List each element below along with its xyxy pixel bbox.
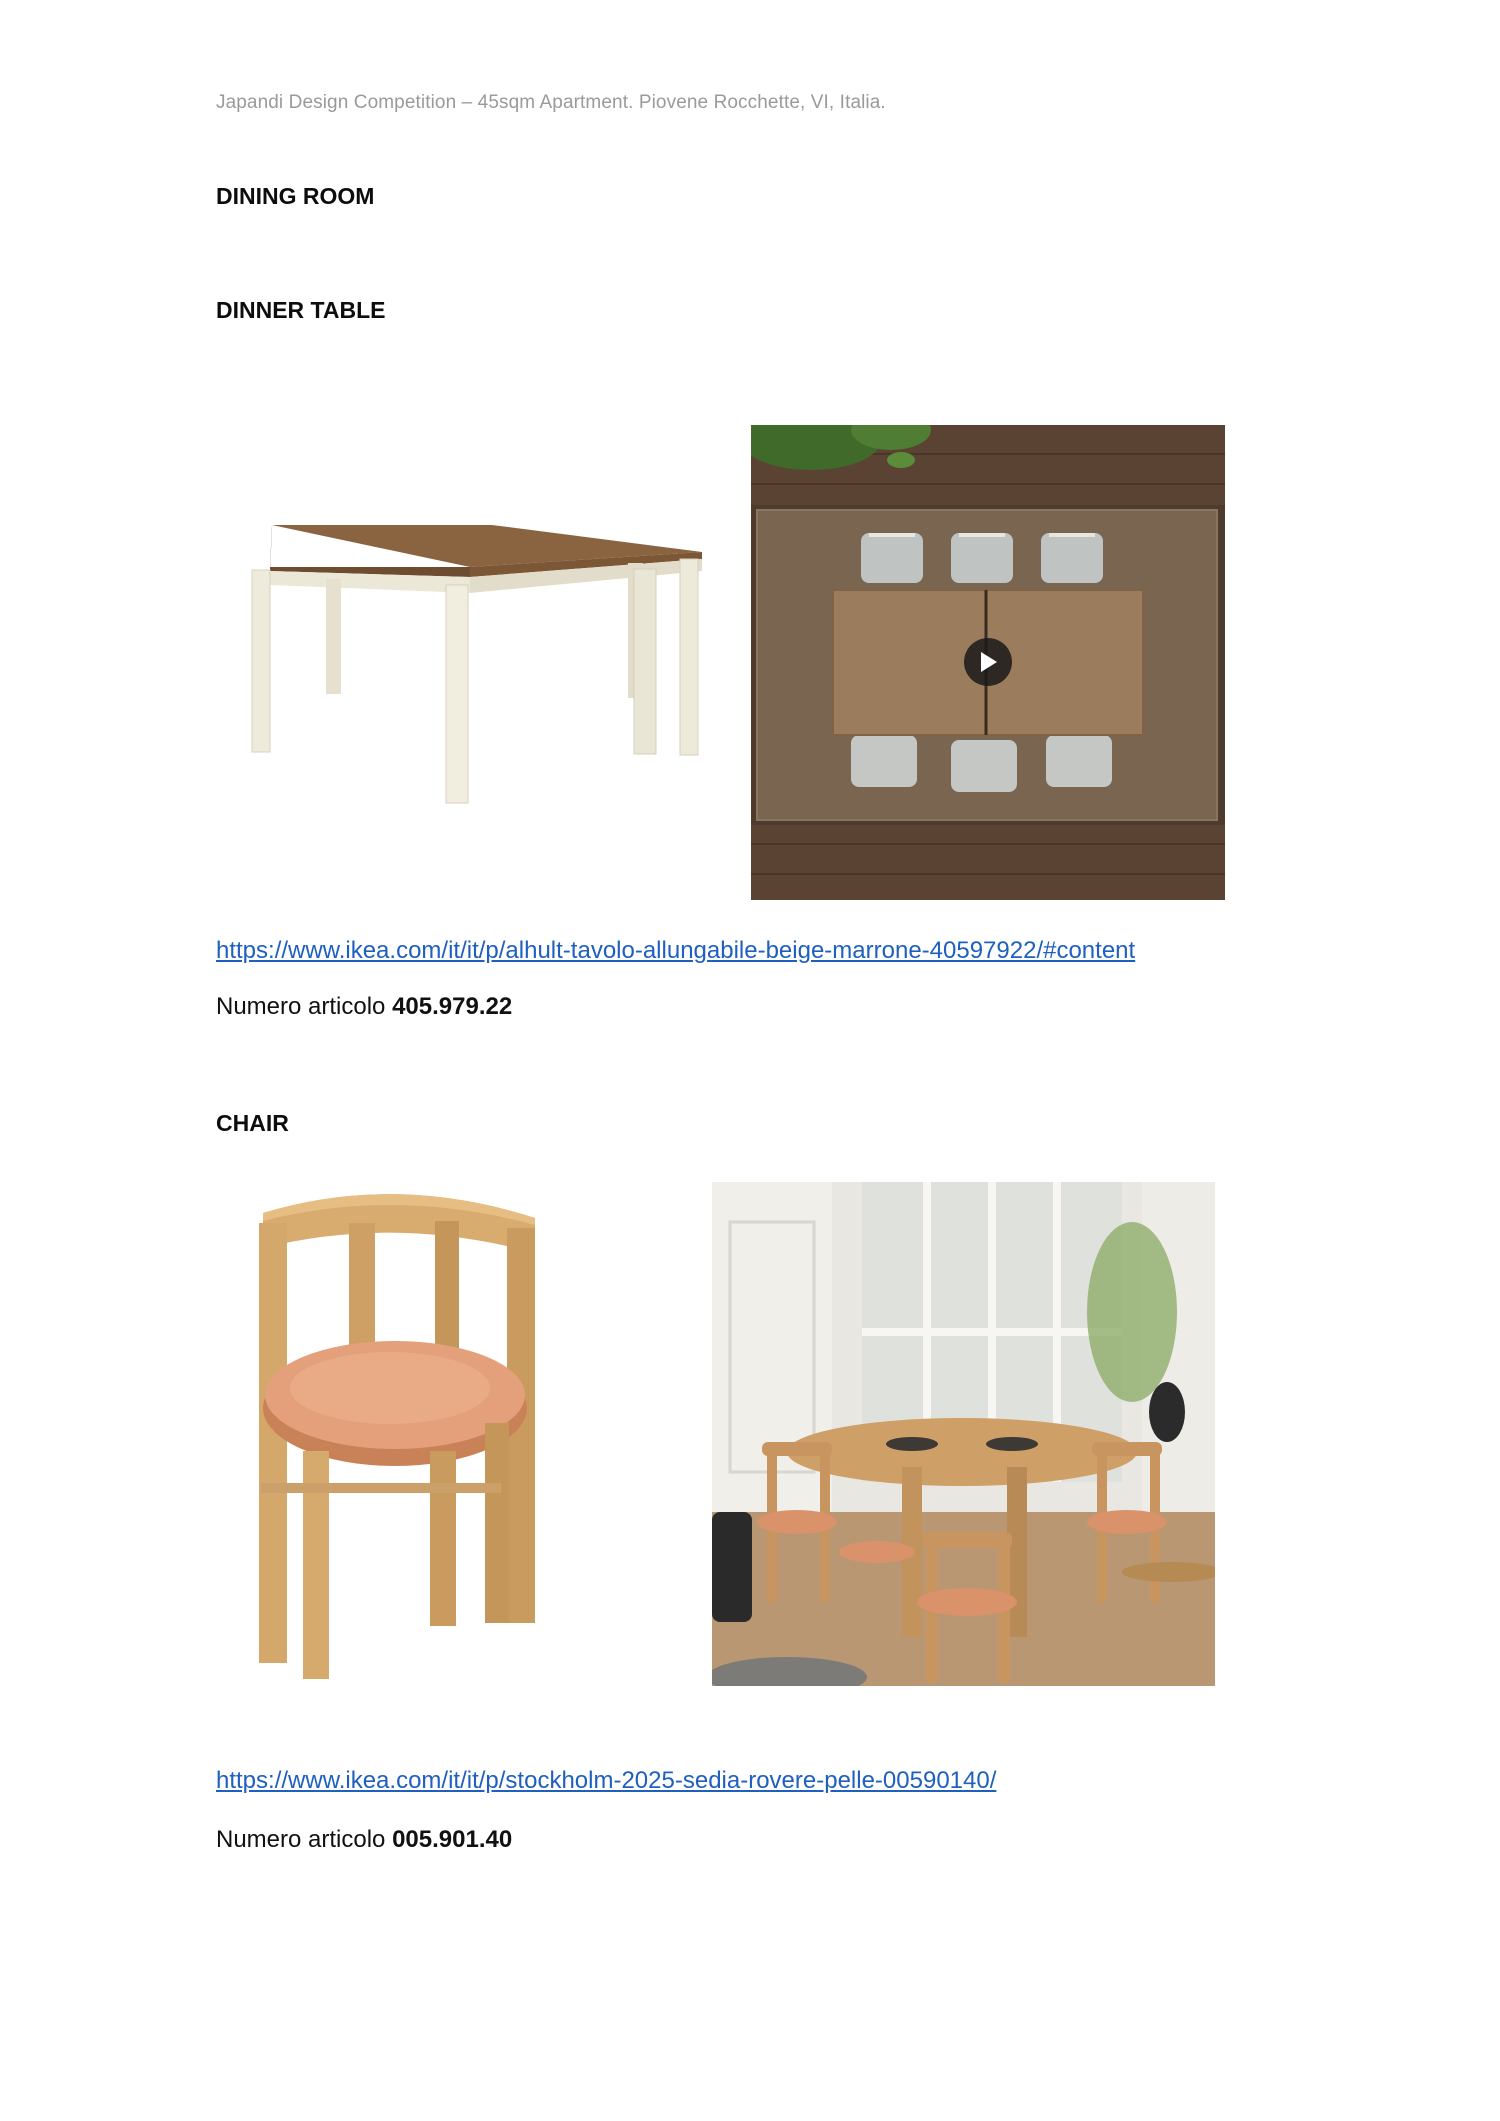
section-title: DINING ROOM	[216, 183, 375, 209]
table-lifestyle-image	[751, 425, 1225, 900]
chair-article-number	[216, 1826, 512, 1854]
table-product-link[interactable]: https://www.ikea.com/it/it/p/alhult-tavolo-allungabile-beige-marrone-40597922/#content	[216, 937, 1136, 964]
chair-heading: CHAIR	[216, 1110, 289, 1136]
table-product-image	[240, 515, 710, 805]
dinner-table-heading: DINNER TABLE	[216, 297, 386, 323]
article-number-value: 005.901.40	[392, 1826, 513, 1853]
document-header: Japandi Design Competition – 45sqm Apartment. Piovene Rocchette, VI, Italia.	[216, 92, 886, 113]
play-icon[interactable]	[964, 638, 1012, 686]
article-number-value: 405.979.22	[392, 993, 513, 1020]
article-label: Numero articolo	[216, 1826, 393, 1853]
table-article-number	[216, 993, 512, 1021]
chair-product-link[interactable]: https://www.ikea.com/it/it/p/stockholm-2025-sedia-rovere-pelle-00590140/	[216, 1767, 997, 1794]
article-label: Numero articolo	[216, 993, 393, 1020]
chair-lifestyle-image	[712, 1182, 1215, 1686]
chair-product-image	[245, 1183, 545, 1693]
